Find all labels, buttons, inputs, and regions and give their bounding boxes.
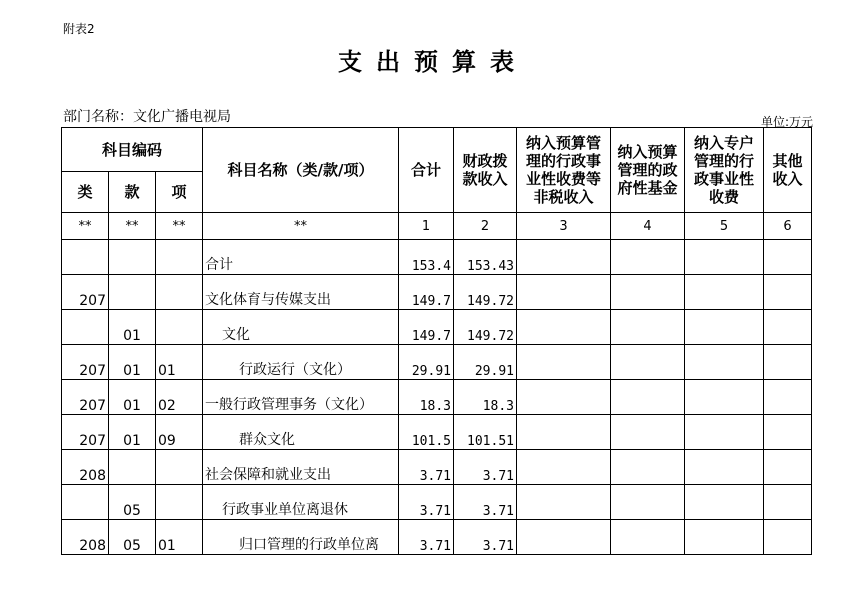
budget-table [61,127,812,555]
cell-lei: 208 [62,450,109,485]
unit-label: 单位:万元 [760,115,813,129]
cell-fiscal: 149.72 [454,275,517,310]
cell-special-fee [685,415,764,450]
index-cell: 3 [517,213,611,240]
cell-lei: 208 [62,520,109,555]
cell-total: 3.71 [399,520,454,555]
cell-fiscal: 153.43 [454,240,517,275]
cell-admin-fee [517,240,611,275]
index-cell: 4 [611,213,685,240]
cell-other [764,380,812,415]
cell-special-fee [685,520,764,555]
cell-kuan: 01 [109,380,156,415]
cell-xiang [156,485,203,520]
table-row [62,520,812,555]
header-xiang: 项 [156,172,203,213]
cell-xiang: 01 [156,345,203,380]
cell-kuan: 05 [109,485,156,520]
cell-lei [62,240,109,275]
page-title: 支出预算表 [338,48,528,76]
cell-xiang [156,275,203,310]
table-row [62,240,812,275]
cell-special-fee [685,275,764,310]
index-cell: ** [203,213,399,240]
cell-total: 3.71 [399,450,454,485]
cell-name: 归口管理的行政单位离 [203,520,399,555]
index-cell: 2 [454,213,517,240]
cell-admin-fee [517,275,611,310]
cell-gov-fund [611,485,685,520]
cell-special-fee [685,380,764,415]
header-admin-fee: 纳入预算管理的行政事业性收费等非税收入 [517,128,611,213]
cell-name: 合计 [203,240,399,275]
header-fiscal: 财政拨款收入 [454,128,517,213]
cell-other [764,485,812,520]
attachment-label: 附表2 [63,22,95,36]
cell-kuan: 01 [109,310,156,345]
department-name: 部门名称：文化广播电视局 [63,109,231,125]
header-name: 科目名称（类/款/项） [203,128,399,213]
cell-lei: 207 [62,275,109,310]
header-special-fee: 纳入专户管理的行政事业性收费 [685,128,764,213]
header-code-group: 科目编码 [62,128,203,172]
cell-fiscal: 149.72 [454,310,517,345]
cell-other [764,415,812,450]
header-gov-fund: 纳入预算管理的政府性基金 [611,128,685,213]
cell-xiang [156,310,203,345]
header-lei: 类 [62,172,109,213]
cell-gov-fund [611,310,685,345]
cell-special-fee [685,240,764,275]
cell-name: 文化 [203,310,399,345]
cell-total: 149.7 [399,310,454,345]
cell-fiscal: 3.71 [454,520,517,555]
cell-kuan: 05 [109,520,156,555]
cell-kuan [109,240,156,275]
cell-name: 群众文化 [203,415,399,450]
cell-other [764,450,812,485]
cell-special-fee [685,345,764,380]
cell-lei [62,310,109,345]
cell-gov-fund [611,380,685,415]
cell-xiang: 01 [156,520,203,555]
index-cell: 6 [764,213,812,240]
cell-other [764,275,812,310]
cell-total: 149.7 [399,275,454,310]
cell-fiscal: 101.51 [454,415,517,450]
cell-fiscal: 18.3 [454,380,517,415]
header-kuan: 款 [109,172,156,213]
cell-name: 社会保障和就业支出 [203,450,399,485]
index-cell: ** [62,213,109,240]
cell-lei: 207 [62,380,109,415]
cell-xiang: 02 [156,380,203,415]
cell-name: 文化体育与传媒支出 [203,275,399,310]
cell-other [764,345,812,380]
index-cell: 5 [685,213,764,240]
cell-total: 101.5 [399,415,454,450]
cell-kuan: 01 [109,345,156,380]
cell-gov-fund [611,345,685,380]
cell-lei: 207 [62,345,109,380]
cell-total: 153.4 [399,240,454,275]
cell-other [764,520,812,555]
table-row [62,275,812,310]
cell-xiang: 09 [156,415,203,450]
cell-fiscal: 3.71 [454,485,517,520]
cell-admin-fee [517,310,611,345]
cell-other [764,310,812,345]
cell-admin-fee [517,450,611,485]
cell-admin-fee [517,520,611,555]
cell-admin-fee [517,485,611,520]
header-other: 其他收入 [764,128,812,213]
cell-special-fee [685,450,764,485]
cell-gov-fund [611,275,685,310]
cell-kuan [109,275,156,310]
cell-special-fee [685,310,764,345]
index-row [62,213,812,240]
index-cell: ** [156,213,203,240]
cell-name: 行政运行（文化） [203,345,399,380]
table-row [62,345,812,380]
cell-gov-fund [611,520,685,555]
cell-total: 29.91 [399,345,454,380]
cell-gov-fund [611,450,685,485]
cell-admin-fee [517,380,611,415]
cell-special-fee [685,485,764,520]
cell-total: 3.71 [399,485,454,520]
cell-fiscal: 29.91 [454,345,517,380]
table-row [62,415,812,450]
header-total: 合计 [399,128,454,213]
index-cell: 1 [399,213,454,240]
cell-lei [62,485,109,520]
cell-admin-fee [517,415,611,450]
cell-xiang [156,240,203,275]
cell-other [764,240,812,275]
cell-name: 行政事业单位离退休 [203,485,399,520]
table-row [62,380,812,415]
cell-total: 18.3 [399,380,454,415]
cell-gov-fund [611,415,685,450]
cell-name: 一般行政管理事务（文化） [203,380,399,415]
cell-kuan [109,450,156,485]
cell-lei: 207 [62,415,109,450]
cell-gov-fund [611,240,685,275]
cell-xiang [156,450,203,485]
cell-kuan: 01 [109,415,156,450]
cell-admin-fee [517,345,611,380]
index-cell: ** [109,213,156,240]
table-row [62,450,812,485]
cell-fiscal: 3.71 [454,450,517,485]
table-row [62,485,812,520]
table-row [62,310,812,345]
